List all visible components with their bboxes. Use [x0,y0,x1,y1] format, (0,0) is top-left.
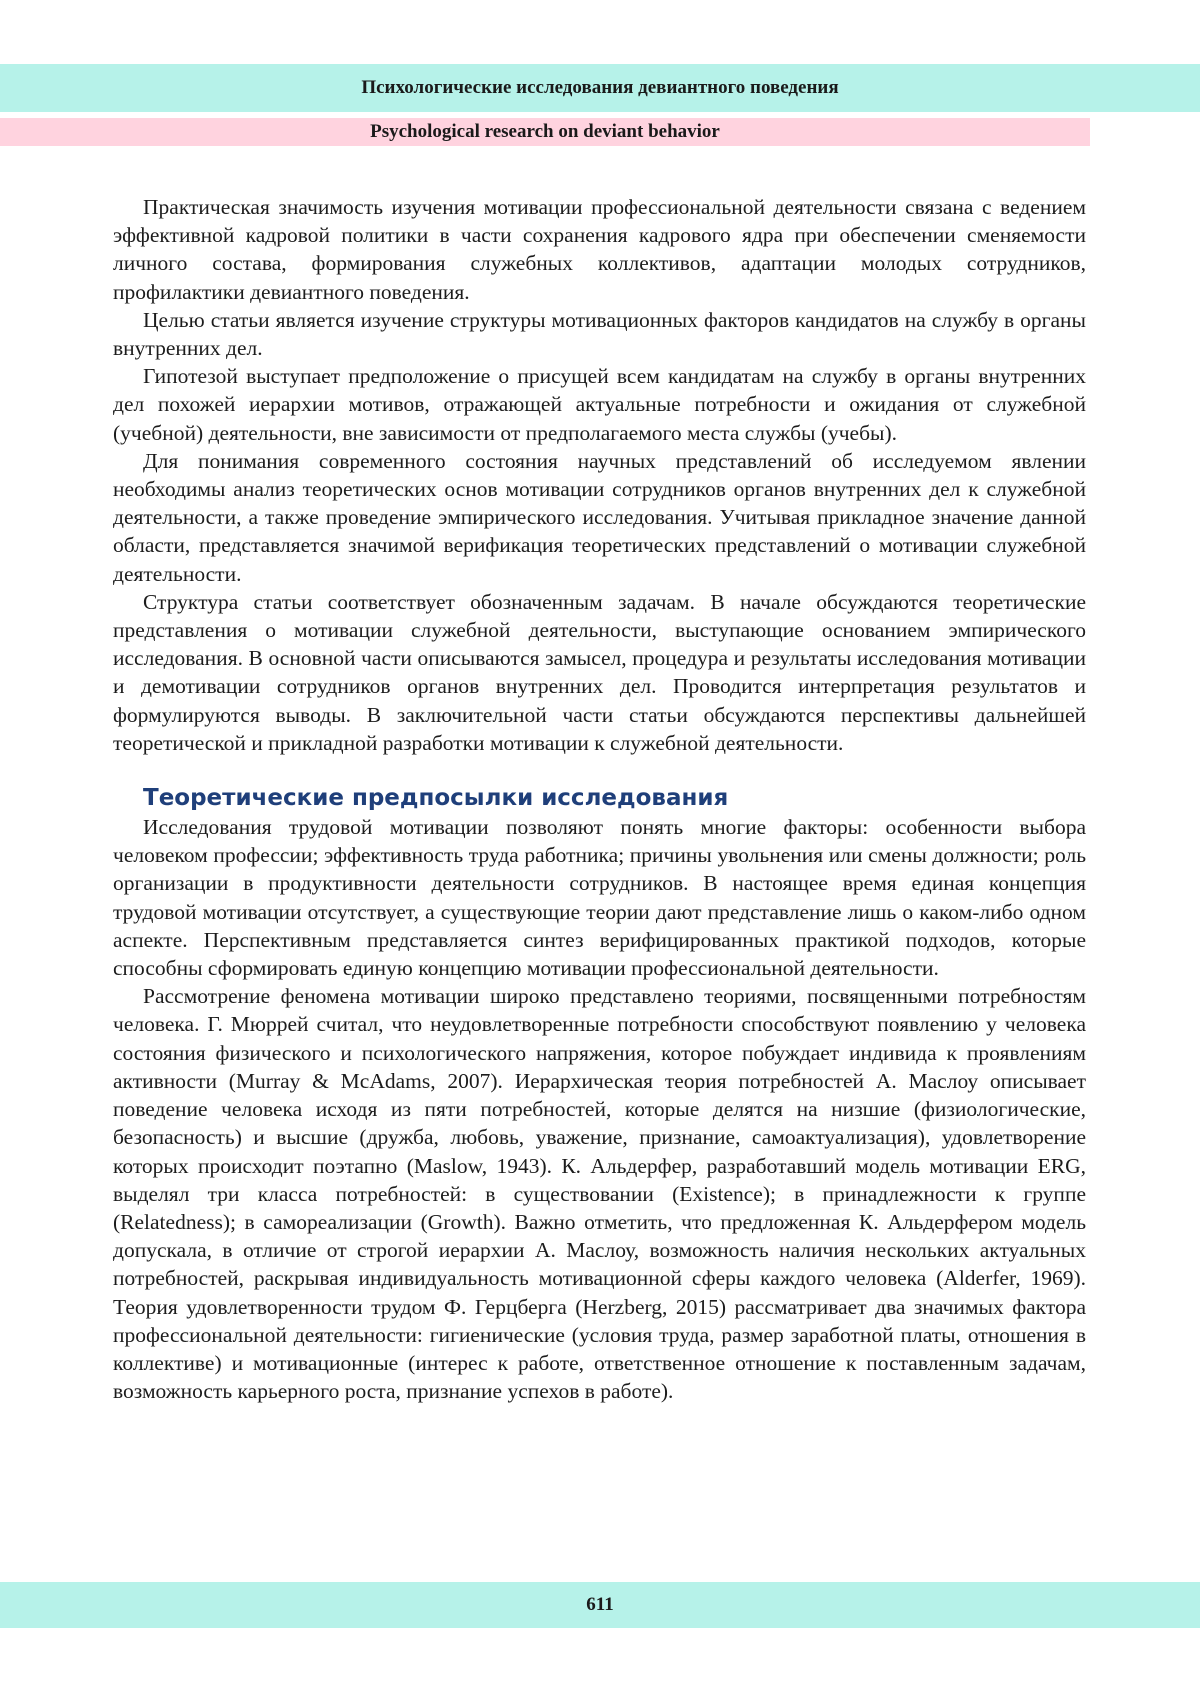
journal-section-title-en: Psychological research on deviant behavior [0,118,1090,146]
article-body [113,193,1086,1405]
paragraph-structure: Структура статьи соответствует обозначенным задачам. В начале обсуждаются теоретические представления о мотивации служебной деятельности, выступающие основанием эмпирического исследования. В основной части описываются замысел, процедура и результаты исследования мотивации и демотивации сотрудников органов внутренних дел. Проводится интерпретация результатов и формулируются выводы. В заключительной части статьи обсуждаются перспективы дальнейшей теоретической и прикладной разработки мотивации к служебной деятельности. [113,589,1086,755]
journal-section-title-ru: Психологические исследования девиантного поведения [0,64,1200,112]
page-number: 611 [0,1582,1200,1628]
paragraph-understanding: Для понимания современного состояния научных представлений об исследуемом явлении необходимы анализ теоретических основ мотивации сотрудников органов внутренних дел к служебной деятельности, а также проведение эмпирического исследования. Учитывая прикладное значение данной области, представляется значимой верификация теоретических представлений о мотивации служебной деятельности. [113,448,1086,586]
paragraph-article-goal: Целью статьи является изучение структуры мотивационных факторов кандидатов на службу в органы внутренних дел. [113,307,1086,361]
paragraph-needs-theories: Рассмотрение феномена мотивации широко представлено теориями, посвященными потребностям человека. Г. Мюррей считал, что неудовлетворенные потребности способствуют появлению у человека состояния физического и психологического напряжения, которое побуждает индивида к проявлениям активности (Murray & McAdams, 2007). Иерархическая теория потребностей А. Маслоу описывает поведение человека исходя из пяти потребностей, которые делятся на низшие (физиологические, безопасность) и высшие (дружба, любовь, уважение, признание, самоактуализация), удовлетворение которых происходит поэтапно (Maslow, 1943). К. Альдерфер, разработавший модель мотивации ERG, выделял три класса потребностей: в существовании (Existence); в принадлежности к группе (Relatedness); в самореализации (Growth). Важно отметить, что предложенная К. Альдерфером модель допускала, в отличие от строгой иерархии А. Маслоу, возможность наличия нескольких актуальных потребностей, раскрывая индивидуальность мотивационной сферы каждого человека (Alderfer, 1969). Теория удовлетворенности трудом Ф. Герцберга (Herzberg, 2015) рассматривает два значимых фактора профессиональной деятельности: гигиенические (условия труда, размер заработной платы, отношения в коллективе) и мотивационные (интерес к работе, ответственное отношение к поставленным задачам, возможность карьерного роста, признание успехов в работе). [113,984,1086,1404]
paragraph-labor-motivation: Исследования трудовой мотивации позволяют понять многие факторы: особенности выбора человеком профессии; эффективность труда работника; причины увольнения или смены должности; роль организации в продуктивности деятельности сотрудников. В настоящее время единая концепция трудовой мотивации отсутствует, а существующие теории дают представление лишь о каком-либо одном аспекте. Перспективным представляется синтез верифицированных практикой подходов, которые способны сформировать единую концепцию мотивации профессиональной деятельности. [113,815,1086,981]
section-heading: Теоретические предпосылки исследования [143,785,729,812]
paragraph-hypothesis: Гипотезой выступает предположение о присущей всем кандидатам на службу в органы внутренних дел похожей иерархии мотивов, отражающей актуальные потребности и ожидания от служебной (учебной) деятельности, вне зависимости от предполагаемого места службы (учебы). [113,364,1086,445]
paragraph-practical-significance: Практическая значимость изучения мотивации профессиональной деятельности связана с ведением эффективной кадровой политики в части сохранения кадрового ядра при обеспечении сменяемости личного состава, формирования служебных коллективов, адаптации молодых сотрудников, профилактики девиантного поведения. [113,195,1086,304]
